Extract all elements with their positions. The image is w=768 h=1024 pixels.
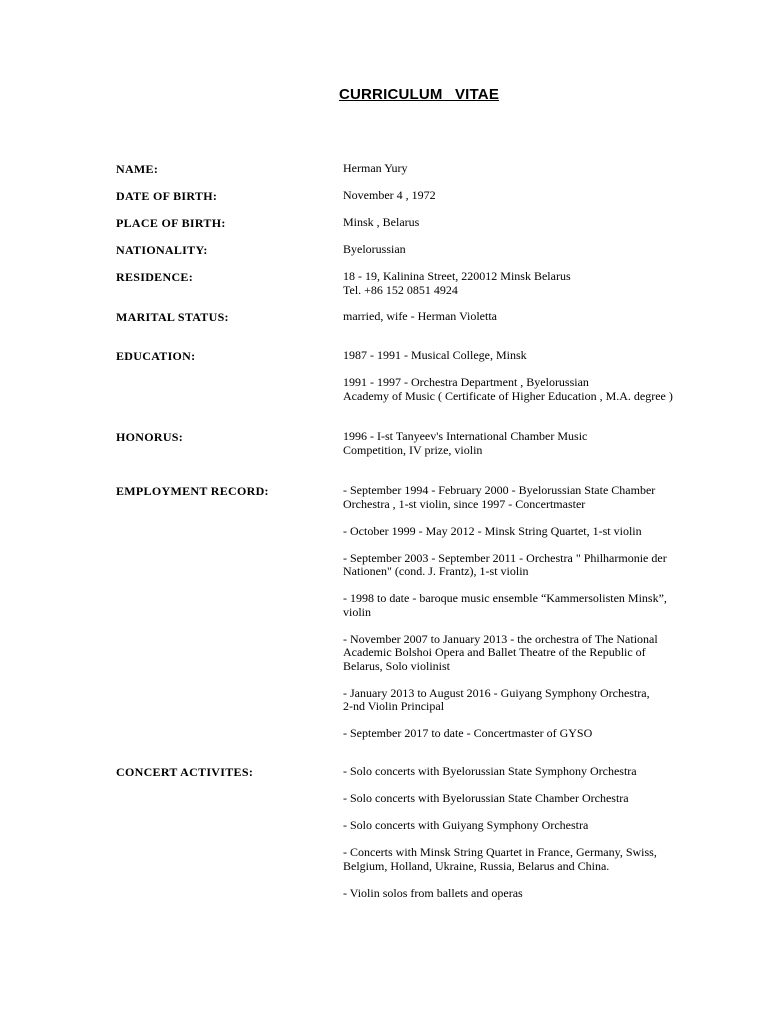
education-item: 1991 - 1997 - Orchestra Department , Byelorussian Academy of Music ( Certificate of Higher Education , M.A. degree )	[343, 375, 673, 403]
concerts-item: - Solo concerts with Byelorussian State Symphony Orchestra	[343, 764, 637, 778]
honours-item: 1996 - I-st Tanyeev's International Chamber Music Competition, IV prize, violin	[343, 429, 588, 457]
employment-list	[343, 484, 719, 741]
concerts-list	[343, 765, 719, 900]
concerts-item: - Solo concerts with Guiyang Symphony Orchestra	[343, 818, 589, 832]
honours-label: HONORUS:	[116, 430, 184, 444]
education-label: EDUCATION:	[116, 349, 196, 363]
name-value: Herman Yury	[343, 161, 408, 175]
concerts-item: - Concerts with Minsk String Quartet in France, Germany, Swiss, Belgium, Holland, Ukraine, Russia, Belarus and China.	[343, 845, 657, 873]
document-title: CURRICULUM VITAE	[338, 86, 500, 103]
residence-address: 18 - 19, Kalinina Street, 220012 Minsk Belarus	[343, 269, 571, 283]
concerts-item: - Solo concerts with Byelorussian State Chamber Orchestra	[343, 791, 629, 805]
marital-value: married, wife - Herman Violetta	[343, 309, 497, 323]
employment-item: - 1998 to date - baroque music ensemble “Kammersolisten Minsk”, violin	[343, 591, 667, 619]
pob-value: Minsk , Belarus	[343, 215, 420, 229]
education-item: 1987 - 1991 - Musical College, Minsk	[343, 348, 527, 362]
employment-item: - September 2017 to date - Concertmaster of GYSO	[343, 726, 593, 740]
employment-item: - September 2003 - September 2011 - Orchestra " Philharmonie der Nationen" (cond. J. Frantz), 1-st violin	[343, 550, 667, 578]
honours-list	[343, 430, 719, 457]
concerts-label: CONCERT ACTIVITES:	[116, 765, 254, 779]
pob-label: PLACE OF BIRTH:	[116, 216, 226, 230]
employment-label: EMPLOYMENT RECORD:	[116, 484, 269, 498]
dob-value: November 4 , 1972	[343, 188, 436, 202]
nationality-value: Byelorussian	[343, 242, 406, 256]
concerts-item: - Violin solos from ballets and operas	[343, 885, 523, 900]
nationality-label: NATIONALITY:	[116, 243, 208, 257]
employment-item: - September 1994 - February 2000 - Byelorussian State Chamber Orchestra , 1-st violin, since 1997 - Concertmaster	[343, 483, 656, 511]
residence-value	[343, 270, 719, 297]
employment-item: - November 2007 to January 2013 - the orchestra of The National Academic Bolshoi Opera and Ballet Theatre of the Republic of Belarus, Solo violinist	[343, 631, 658, 673]
employment-item: - October 1999 - May 2012 - Minsk String Quartet, 1-st violin	[343, 523, 642, 538]
residence-label: RESIDENCE:	[116, 270, 194, 284]
dob-label: DATE OF BIRTH:	[116, 189, 218, 203]
marital-label: MARITAL STATUS:	[116, 310, 229, 324]
residence-phone: Tel. +86 152 0851 4924	[343, 282, 458, 297]
employment-item: - January 2013 to August 2016 - Guiyang Symphony Orchestra, 2-nd Violin Principal	[343, 685, 650, 713]
name-label: NAME:	[116, 162, 159, 176]
education-list	[343, 349, 719, 403]
